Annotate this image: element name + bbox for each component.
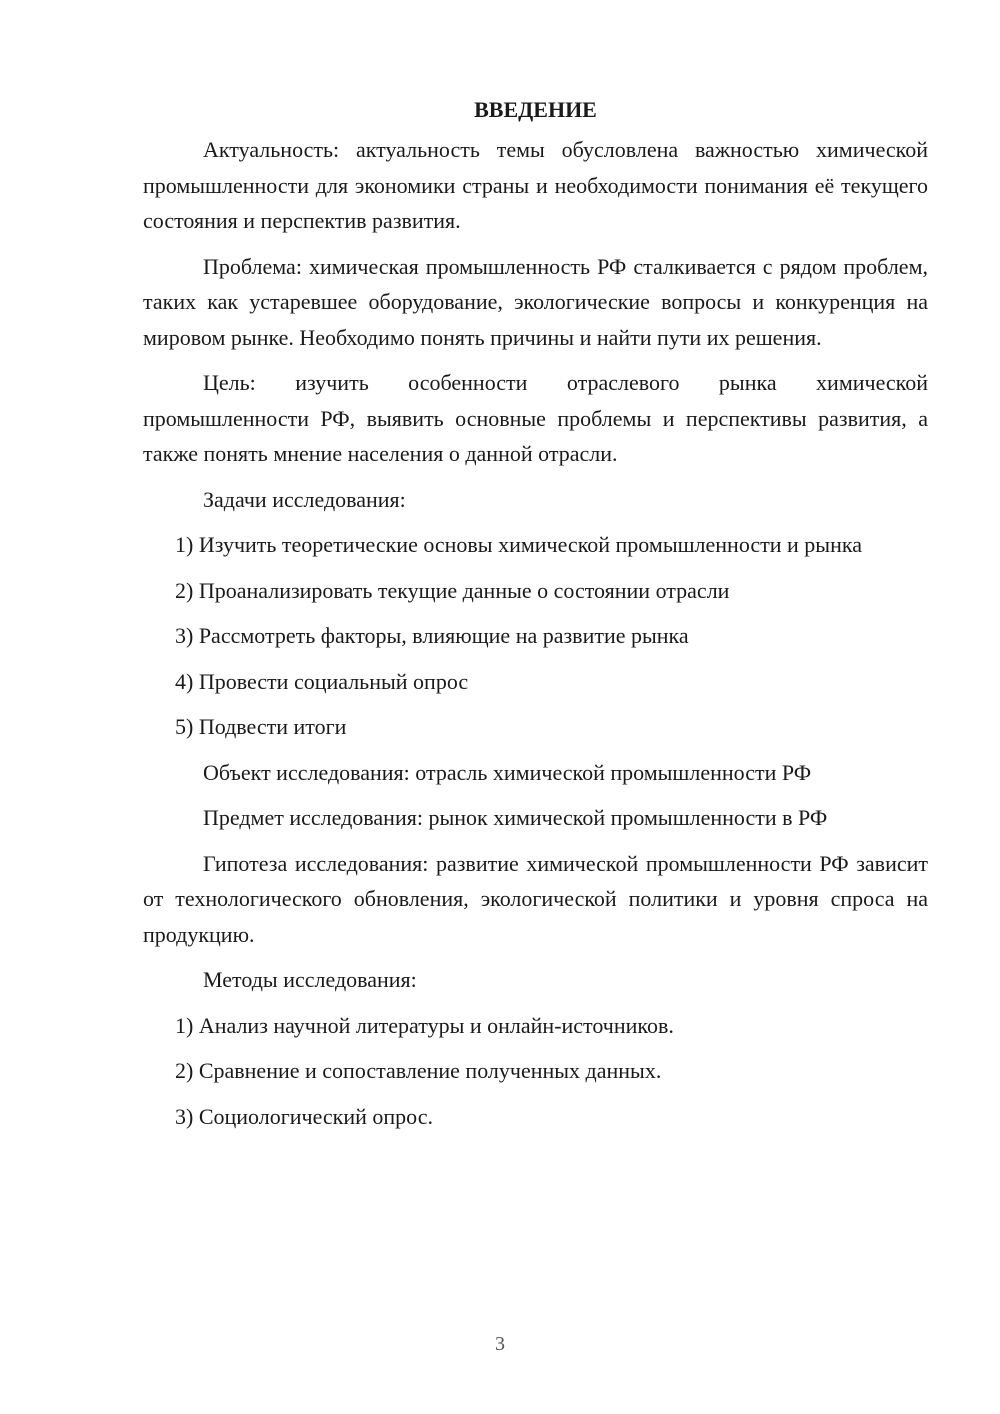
goal-paragraph: Цель: изучить особенности отраслевого рынка химической промышленности РФ, выявить основные проблемы и перспективы развития, а также понять мнение населения о данной отрасли. xyxy=(143,370,928,466)
methods-list xyxy=(143,1008,928,1135)
object-paragraph: Объект исследования: отрасль химической промышленности РФ xyxy=(203,759,812,785)
methods-title: Методы исследования: xyxy=(203,967,417,992)
list-item: 5) Подвести итоги xyxy=(175,714,347,739)
list-item: 1) Изучить теоретические основы химической промышленности и рынка xyxy=(175,532,862,557)
tasks-list xyxy=(143,527,928,745)
list-item: 2) Проанализировать текущие данные о состоянии отрасли xyxy=(175,577,730,603)
problem-paragraph: Проблема: химическая промышленность РФ сталкивается с рядом проблем, таких как устаревшее оборудование, экологические вопросы и конкуренция на мировом рынке. Необходимо понять причины и найти пути их решения. xyxy=(143,253,928,350)
list-item: 4) Провести социальный опрос xyxy=(175,668,469,694)
hypothesis-paragraph: Гипотеза исследования: развитие химической промышленности РФ зависит от технологического обновления, экологической политики и уровня спроса на продукцию. xyxy=(143,850,928,947)
list-item: 1) Анализ научной литературы и онлайн-источников. xyxy=(175,1012,674,1038)
page-number: 3 xyxy=(495,1333,505,1355)
list-item: 3) Социологический опрос. xyxy=(175,1103,433,1129)
relevance-paragraph: Актуальность: актуальность темы обусловлена важностью химической промышленности для экономики страны и необходимости понимания её текущего состояния и перспектив развития. xyxy=(143,137,928,233)
list-item: 2) Сравнение и сопоставление полученных данных. xyxy=(175,1058,662,1083)
subject-paragraph: Предмет исследования: рынок химической промышленности в РФ xyxy=(203,805,828,830)
page-content xyxy=(143,92,928,1144)
list-item: 3) Рассмотреть факторы, влияющие на развитие рынка xyxy=(175,623,689,648)
section-heading: ВВЕДЕНИЕ xyxy=(474,97,597,122)
tasks-title: Задачи исследования: xyxy=(203,486,406,512)
